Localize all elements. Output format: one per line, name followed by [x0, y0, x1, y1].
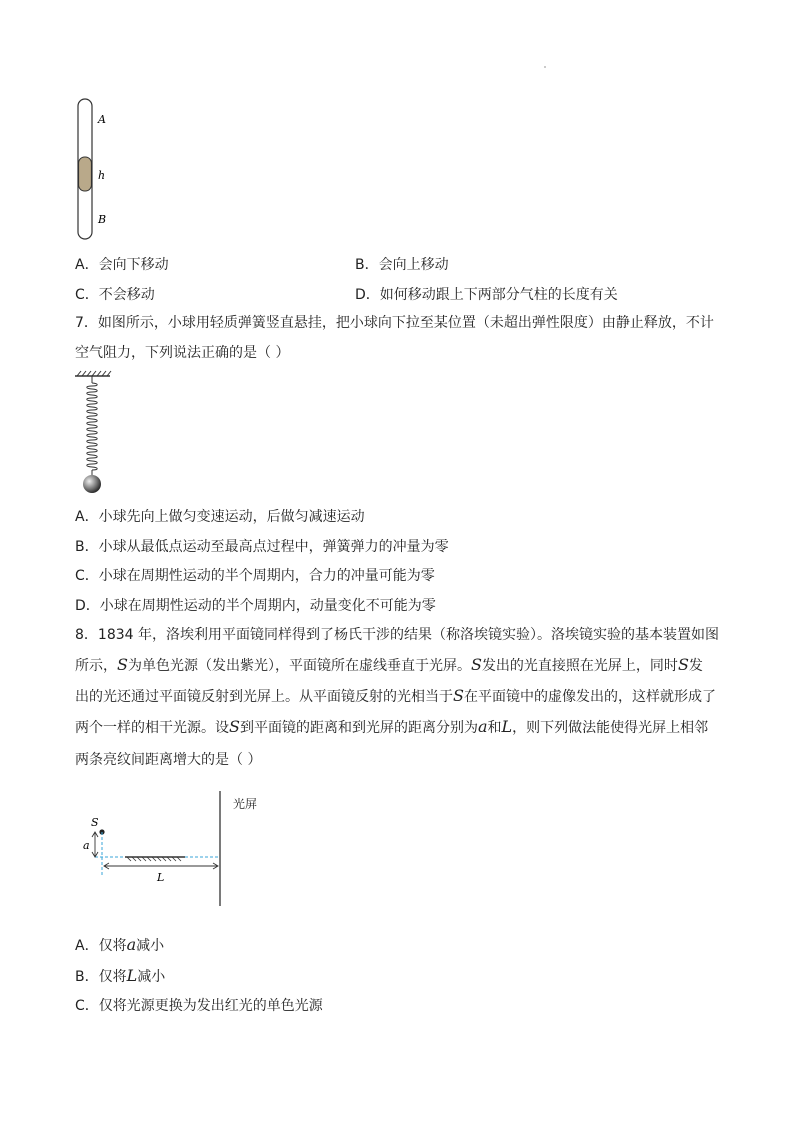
q7-option-d: D．小球在周期性运动的半个周期内，动量变化不可能为零: [75, 598, 436, 614]
label-s: S: [91, 816, 99, 829]
lloyd-mirror-figure: [75, 788, 285, 910]
ball: [83, 475, 101, 493]
q6-option-d: D．如何移动跟上下两部分气柱的长度有关: [355, 287, 618, 303]
q7-stem-line1: 7．如图所示，小球用轻质弹簧竖直悬挂，把小球向下拉至某位置（未超出弹性限度）由静止释放，不计: [75, 315, 714, 331]
label-l: L: [157, 871, 165, 884]
q8-stem-line1: 8．1834 年，洛埃利用平面镜同样得到了杨氏干涉的结果（称洛埃镜实验）。洛埃镜实验的基本装置如图: [75, 627, 719, 643]
q6-option-a: A．会向下移动: [75, 257, 169, 273]
q8-text: 到平面镜的距离和到光屏的距离分别为: [239, 720, 478, 736]
speck: [544, 66, 546, 68]
q7-option-a: A．小球先向上做匀变速运动，后做匀减速运动: [75, 509, 365, 525]
q6-option-c: C．不会移动: [75, 287, 155, 303]
symbol-s: S: [229, 717, 240, 736]
q7-option-c: C．小球在周期性运动的半个周期内，合力的冲量可能为零: [75, 568, 435, 584]
q8-text: 发出的光直接照在光屏上，同时: [481, 658, 678, 674]
q8-option-c: C．仅将光源更换为发出红光的单色光源: [75, 998, 323, 1014]
symbol-a: a: [126, 935, 137, 954]
symbol-l: L: [126, 966, 138, 985]
symbol-s: S: [470, 655, 482, 674]
symbol-s: S: [677, 655, 689, 674]
q6-option-b: B．会向上移动: [355, 257, 449, 273]
q8-stem-line4: [75, 717, 708, 738]
screen-label: 光屏: [233, 797, 258, 811]
q8-stem-line2: [75, 655, 703, 676]
q8-option-a: [75, 935, 164, 956]
label-a: a: [83, 839, 90, 852]
label-h: h: [98, 169, 106, 182]
symbol-a: a: [477, 717, 488, 736]
symbol-s: S: [117, 655, 128, 674]
q8-text: 发: [688, 658, 703, 674]
q8-text: 出的光还通过平面镜反射到光屏上。从平面镜反射的光相当于: [75, 689, 453, 705]
q8-text: 在平面镜中的虚像发出的，这样就形成了: [463, 689, 716, 705]
label-b: B: [98, 213, 107, 226]
q7-option-b: B．小球从最低点运动至最高点过程中，弹簧弹力的冲量为零: [75, 539, 449, 555]
tube-figure: [60, 95, 130, 245]
q8-text: 为单色光源（发出紫光），平面镜所在虚线垂直于光屏。: [127, 658, 471, 674]
spring-coil: [87, 383, 98, 470]
option-text: 减小: [136, 938, 165, 954]
option-text: A．仅将: [75, 938, 127, 954]
mercury-column: [79, 157, 92, 191]
spring-figure: [70, 368, 120, 498]
q8-text: 和: [487, 720, 502, 736]
q8-text: 两个一样的相干光源。设: [75, 720, 229, 736]
label-a: A: [98, 113, 106, 126]
q8-text: ，则下列做法能使得光屏上相邻: [512, 720, 709, 736]
q8-option-b: [75, 966, 165, 987]
q8-stem-line5: 两条亮纹间距离增大的是（ ）: [75, 752, 262, 768]
option-text: 减小: [137, 969, 166, 985]
q8-text: 所示，: [75, 658, 117, 674]
q7-stem-line2: 空气阻力，下列说法正确的是（ ）: [75, 345, 290, 361]
symbol-s: S: [453, 686, 464, 705]
q8-stem-line3: [75, 686, 716, 707]
symbol-l: L: [501, 717, 513, 736]
option-text: B．仅将: [75, 969, 127, 985]
